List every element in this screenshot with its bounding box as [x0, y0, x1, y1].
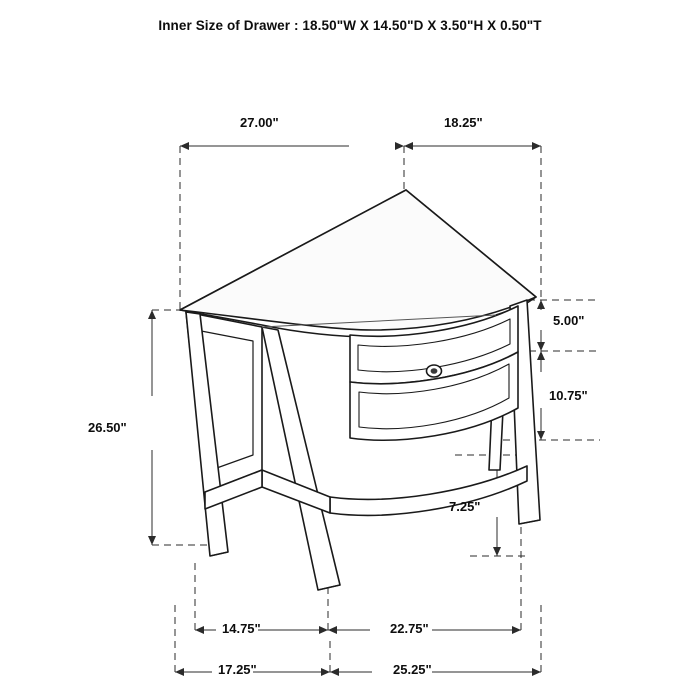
table-body [180, 190, 540, 590]
dim-shelf-height: 7.25" [449, 499, 481, 514]
page-title: Inner Size of Drawer : 18.50"W X 14.50"D X 3.50"H X 0.50"T [158, 18, 542, 33]
dim-overall-height: 26.50" [88, 420, 127, 435]
dim-top-width-left: 27.00" [240, 115, 279, 130]
dim-drawer-face-height: 5.00" [553, 313, 585, 328]
dim-top-width-right: 18.25" [444, 115, 483, 130]
dim-base-overall-left: 17.25" [218, 662, 257, 677]
dim-base-front-left: 14.75" [222, 621, 261, 636]
dim-base-overall-right: 25.25" [393, 662, 432, 677]
dim-lower-section-height: 10.75" [549, 388, 588, 403]
dim-base-front-right: 22.75" [390, 621, 429, 636]
